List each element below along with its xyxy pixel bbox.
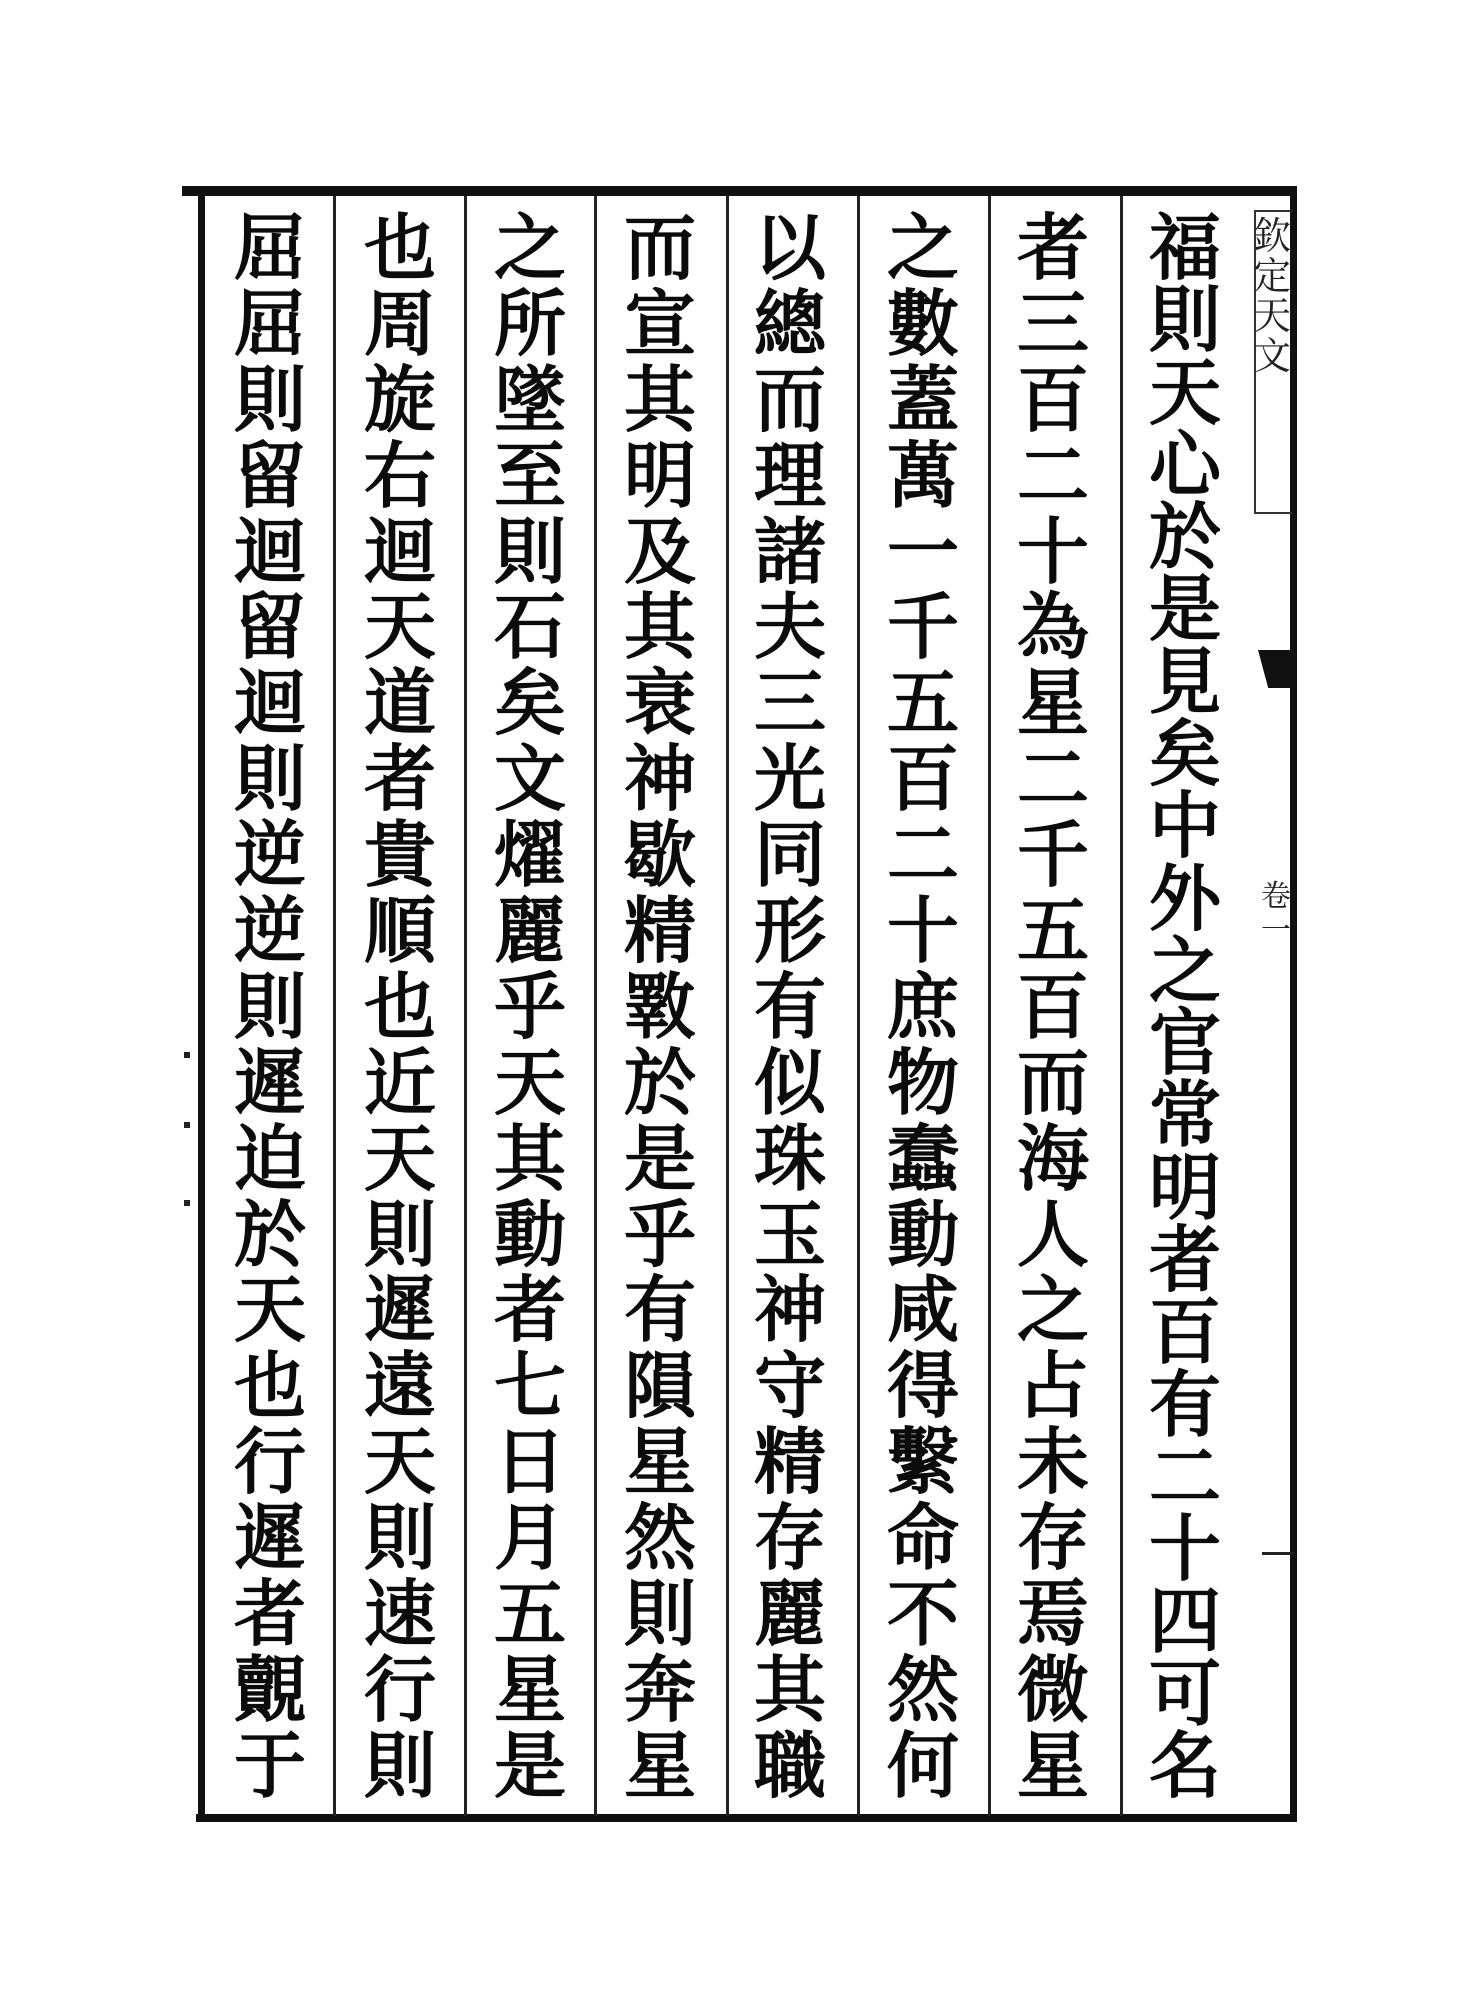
- character: 焉: [1016, 1571, 1089, 1657]
- character: 周: [363, 280, 436, 366]
- character: 有: [1148, 1361, 1221, 1447]
- character: 官: [1148, 1000, 1221, 1086]
- character: 神: [753, 1267, 826, 1353]
- character: 不: [886, 1571, 959, 1657]
- character: 也: [363, 963, 436, 1049]
- character: 五: [1016, 888, 1089, 974]
- character: 則: [493, 508, 566, 594]
- character: 五: [493, 1571, 566, 1657]
- character: 其: [623, 584, 696, 670]
- column-separator: [594, 196, 597, 1816]
- frame-bottom-border: [196, 1814, 1296, 1822]
- character: 珠: [753, 1115, 826, 1201]
- column-separator: [726, 196, 729, 1816]
- character: 星: [1016, 1722, 1089, 1808]
- character: 天: [233, 1267, 306, 1353]
- character: 衰: [623, 660, 696, 746]
- character: 動: [886, 1191, 959, 1277]
- character: 屈: [233, 280, 306, 366]
- character: 精: [753, 1419, 826, 1505]
- character: 三: [753, 660, 826, 746]
- character: 星: [623, 1722, 696, 1808]
- character: 其: [493, 1115, 566, 1201]
- character: 石: [493, 584, 566, 670]
- character: 速: [363, 1571, 436, 1657]
- character: 則: [233, 963, 306, 1049]
- character: 者: [233, 1571, 306, 1657]
- margin-dot: [184, 1122, 190, 1128]
- character: 而: [623, 205, 696, 290]
- character: 是: [623, 1115, 696, 1201]
- character: 星: [1016, 660, 1089, 746]
- character: 逆: [233, 812, 306, 898]
- character: 行: [233, 1419, 306, 1505]
- character: 留: [233, 432, 306, 518]
- column-separator: [857, 196, 860, 1816]
- character: 形: [753, 888, 826, 974]
- character: 有: [753, 963, 826, 1049]
- text-column: [606, 205, 714, 1808]
- character: 蠢: [886, 1115, 959, 1201]
- character: 則: [1148, 277, 1221, 363]
- frame-left-border: [198, 186, 205, 1822]
- character: 之: [886, 205, 959, 290]
- character: 得: [886, 1343, 959, 1429]
- character: 遲: [233, 1495, 306, 1581]
- margin-dot: [184, 1200, 190, 1206]
- character: 五: [886, 660, 959, 746]
- character: 萬: [886, 432, 959, 518]
- character: 諸: [753, 508, 826, 594]
- character: 十: [1148, 1506, 1221, 1592]
- character: 是: [1148, 566, 1221, 652]
- character: 逆: [233, 888, 306, 974]
- character: 斁: [623, 963, 696, 1049]
- character: 占: [1016, 1343, 1089, 1429]
- character: 墜: [493, 356, 566, 442]
- character: 何: [886, 1722, 959, 1808]
- character: 常: [1148, 1072, 1221, 1158]
- character: 心: [1148, 421, 1221, 507]
- character: 星: [623, 1419, 696, 1505]
- character: 則: [233, 736, 306, 822]
- character: 星: [493, 1646, 566, 1732]
- character: 順: [363, 888, 436, 974]
- column-separator: [988, 196, 991, 1816]
- character: 百: [1016, 963, 1089, 1049]
- character: 一: [886, 508, 959, 594]
- character: 同: [753, 812, 826, 898]
- character: 三: [1016, 280, 1089, 366]
- character: 而: [753, 356, 826, 442]
- character: 燿: [493, 812, 566, 898]
- character: 繫: [886, 1419, 959, 1505]
- character: 其: [753, 1646, 826, 1732]
- text-column: [346, 205, 454, 1808]
- character: 奔: [623, 1646, 696, 1732]
- character: 百: [886, 736, 959, 822]
- character: 則: [363, 1191, 436, 1277]
- character: 玉: [753, 1191, 826, 1277]
- column-separator: [333, 196, 336, 1816]
- character: 是: [493, 1722, 566, 1808]
- character: 則: [233, 356, 306, 442]
- character: 十: [886, 888, 959, 974]
- character: 理: [753, 432, 826, 518]
- character: 明: [623, 432, 696, 518]
- character: 微: [1016, 1646, 1089, 1732]
- character: 者: [363, 736, 436, 822]
- character: 有: [623, 1267, 696, 1353]
- character: 命: [886, 1495, 959, 1581]
- character: 天: [363, 1419, 436, 1505]
- character: 千: [1016, 812, 1089, 898]
- character: 千: [886, 584, 959, 670]
- character: 明: [1148, 1144, 1221, 1230]
- character: 遲: [233, 1039, 306, 1125]
- character: 為: [1016, 584, 1089, 670]
- character: 似: [753, 1039, 826, 1125]
- character: 於: [623, 1039, 696, 1125]
- character: 行: [363, 1646, 436, 1732]
- character: 數: [886, 280, 959, 366]
- character: 隕: [623, 1343, 696, 1429]
- character: 未: [1016, 1419, 1089, 1505]
- character: 夫: [753, 584, 826, 670]
- character: 至: [493, 432, 566, 518]
- character: 則: [363, 1495, 436, 1581]
- character: 近: [363, 1039, 436, 1125]
- character: 百: [1148, 1289, 1221, 1375]
- character: 精: [623, 888, 696, 974]
- juan-label: 卷 一: [1261, 879, 1291, 948]
- character: 二: [1016, 736, 1089, 822]
- character: 宣: [623, 280, 696, 366]
- character: 神: [623, 736, 696, 822]
- character: 之: [1148, 927, 1221, 1013]
- character: 天: [363, 584, 436, 670]
- character: 歇: [623, 812, 696, 898]
- character: 于: [233, 1722, 306, 1808]
- character: 文: [493, 736, 566, 822]
- column-separator: [1120, 196, 1123, 1816]
- character: 者: [1148, 1216, 1221, 1302]
- character: 道: [363, 660, 436, 746]
- character: 二: [1148, 1433, 1221, 1519]
- character: 守: [753, 1343, 826, 1429]
- banxin-title: 欽 定 天 文: [1252, 214, 1291, 378]
- margin-dot: [184, 1052, 190, 1058]
- character: 可: [1148, 1650, 1221, 1736]
- character: 二: [1016, 432, 1089, 518]
- character: 之: [1016, 1267, 1089, 1353]
- character: 貴: [363, 812, 436, 898]
- character: 而: [1016, 1039, 1089, 1125]
- character: 中: [1148, 783, 1221, 869]
- character: 咸: [886, 1267, 959, 1353]
- character: 百: [1016, 356, 1089, 442]
- column-separator: [464, 196, 467, 1816]
- character: 外: [1148, 855, 1221, 941]
- character: 蓋: [886, 356, 959, 442]
- character: 存: [1016, 1495, 1089, 1581]
- character: 存: [753, 1495, 826, 1581]
- character: 天: [1148, 349, 1221, 435]
- character: 者: [1016, 205, 1089, 290]
- character: 留: [233, 584, 306, 670]
- character: 屈: [233, 205, 306, 290]
- character: 日: [493, 1419, 566, 1505]
- character: 則: [363, 1722, 436, 1808]
- character: 天: [363, 1115, 436, 1201]
- character: 及: [623, 508, 696, 594]
- character: 迴: [363, 508, 436, 594]
- text-column: [476, 205, 584, 1808]
- character: 庶: [886, 963, 959, 1049]
- character: 右: [363, 432, 436, 518]
- character: 迫: [233, 1115, 306, 1201]
- character: 乎: [623, 1191, 696, 1277]
- character: 遠: [363, 1343, 436, 1429]
- text-column: [216, 205, 324, 1808]
- character: 四: [1148, 1578, 1221, 1664]
- character: 覿: [233, 1646, 306, 1732]
- text-column: [999, 205, 1107, 1808]
- character: 則: [623, 1571, 696, 1657]
- character: 矣: [1148, 710, 1221, 796]
- character: 總: [753, 280, 826, 366]
- character: 光: [753, 736, 826, 822]
- character: 人: [1016, 1191, 1089, 1277]
- character: 動: [493, 1191, 566, 1277]
- character: 之: [493, 205, 566, 290]
- character: 其: [623, 356, 696, 442]
- character: 也: [363, 205, 436, 290]
- character: 七: [493, 1343, 566, 1429]
- character: 麗: [493, 888, 566, 974]
- character: 乎: [493, 963, 566, 1049]
- character: 海: [1016, 1115, 1089, 1201]
- character: 旋: [363, 356, 436, 442]
- text-column: [736, 205, 844, 1808]
- character: 麗: [753, 1571, 826, 1657]
- character: 然: [623, 1495, 696, 1581]
- character: 物: [886, 1039, 959, 1125]
- character: 天: [493, 1039, 566, 1125]
- character: 月: [493, 1495, 566, 1581]
- character: 然: [886, 1646, 959, 1732]
- character: 二: [886, 812, 959, 898]
- frame-top-border: [182, 186, 1297, 196]
- fish-tail-mark: [1258, 650, 1292, 688]
- character: 於: [1148, 494, 1221, 580]
- character: 者: [493, 1267, 566, 1353]
- character: 見: [1148, 638, 1221, 724]
- character: 名: [1148, 1722, 1221, 1808]
- text-column: [1131, 205, 1239, 1808]
- character: 所: [493, 280, 566, 366]
- character: 迴: [233, 508, 306, 594]
- character: 於: [233, 1191, 306, 1277]
- character: 也: [233, 1343, 306, 1429]
- character: 職: [753, 1722, 826, 1808]
- character: 迴: [233, 660, 306, 746]
- character: 十: [1016, 508, 1089, 594]
- text-column: [869, 205, 977, 1808]
- margin-tick: [1262, 1552, 1294, 1555]
- character: 以: [753, 205, 826, 290]
- character: 遲: [363, 1267, 436, 1353]
- character: 矣: [493, 660, 566, 746]
- character: 福: [1148, 205, 1221, 290]
